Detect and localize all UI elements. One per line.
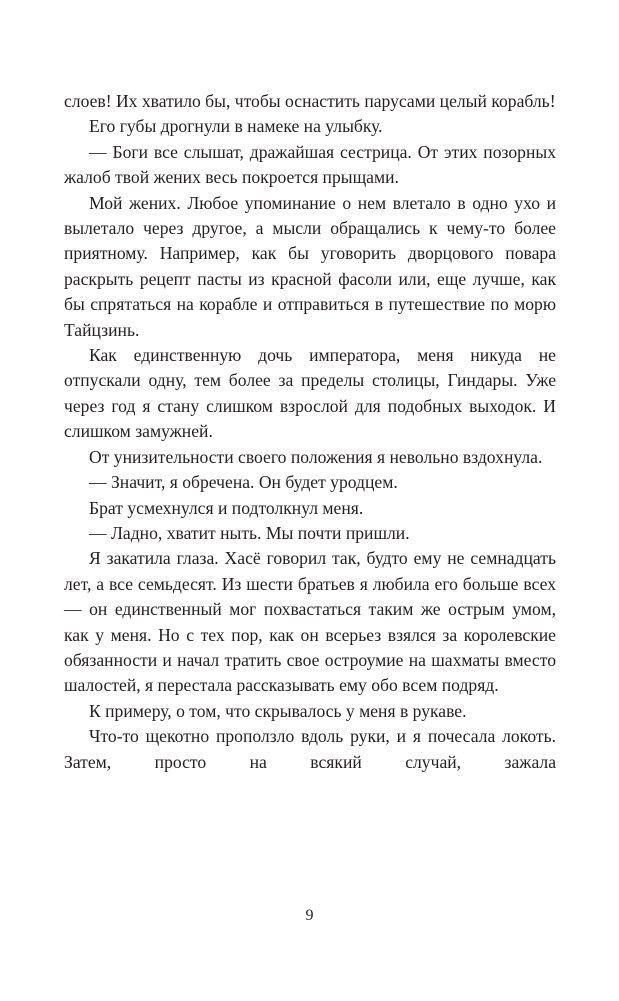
paragraph-8: Брат усмехнулся и подтолкнул меня. xyxy=(89,497,364,518)
paragraph-7: — Значит, я обречена. Он будет уродцем. xyxy=(89,472,398,493)
page-number: 9 xyxy=(305,907,314,924)
paragraph-1: слоев! Их хватило бы, чтобы оснастить парусами целый корабль! xyxy=(64,91,556,111)
paragraph-12: Что-то щекотно проползло вдоль руки, и я почесала локоть. Затем, просто на всякий случай, зажала xyxy=(64,726,556,772)
paragraph-9: — Ладно, хватит ныть. Мы почти пришли. xyxy=(89,522,410,543)
paragraph-3: — Боги все слышат, дражайшая сестрица. От этих позорных жалоб твой жених весь покроется прыщами. xyxy=(64,141,556,188)
paragraph-10: Я закатила глаза. Хасё говорил так, будто ему не семнадцать лет, а все семьдесят. Из шести братьев я любила его больше всех — он единственный мог похвастаться таким же острым умом, как у меня. Но с тех пор, как он всерьез взялся за королевские обязанности и начал тратить свое остроумие на шахматы вместо шалостей, я перестала рассказывать ему обо всем подряд. xyxy=(64,548,556,696)
page-body xyxy=(64,89,556,775)
paragraph-5: Как единственную дочь императора, меня никуда не отпускали одну, тем более за пределы столицы, Гиндары. Уже через год я стану слишком взрослой для подобных выходок. И слишком замужней. xyxy=(64,345,556,442)
paragraph-6: От унизительности своего положения я невольно вздохнула. xyxy=(89,446,543,467)
paragraph-11: К примеру, о том, что скрывалось у меня в рукаве. xyxy=(89,700,467,721)
paragraph-4: Мой жених. Любое упоминание о нем влетало в одно ухо и вылетало через другое, а мысли обращались к чему-то более приятному. Например, как бы уговорить дворцового повара раскрыть рецепт пасты из красной фасоли или, еще лучше, как бы спрятаться на корабле и отправиться в путешествие по морю Тайцзинь. xyxy=(64,192,556,340)
paragraph-2: Его губы дрогнули в намеке на улыбку. xyxy=(89,116,383,137)
